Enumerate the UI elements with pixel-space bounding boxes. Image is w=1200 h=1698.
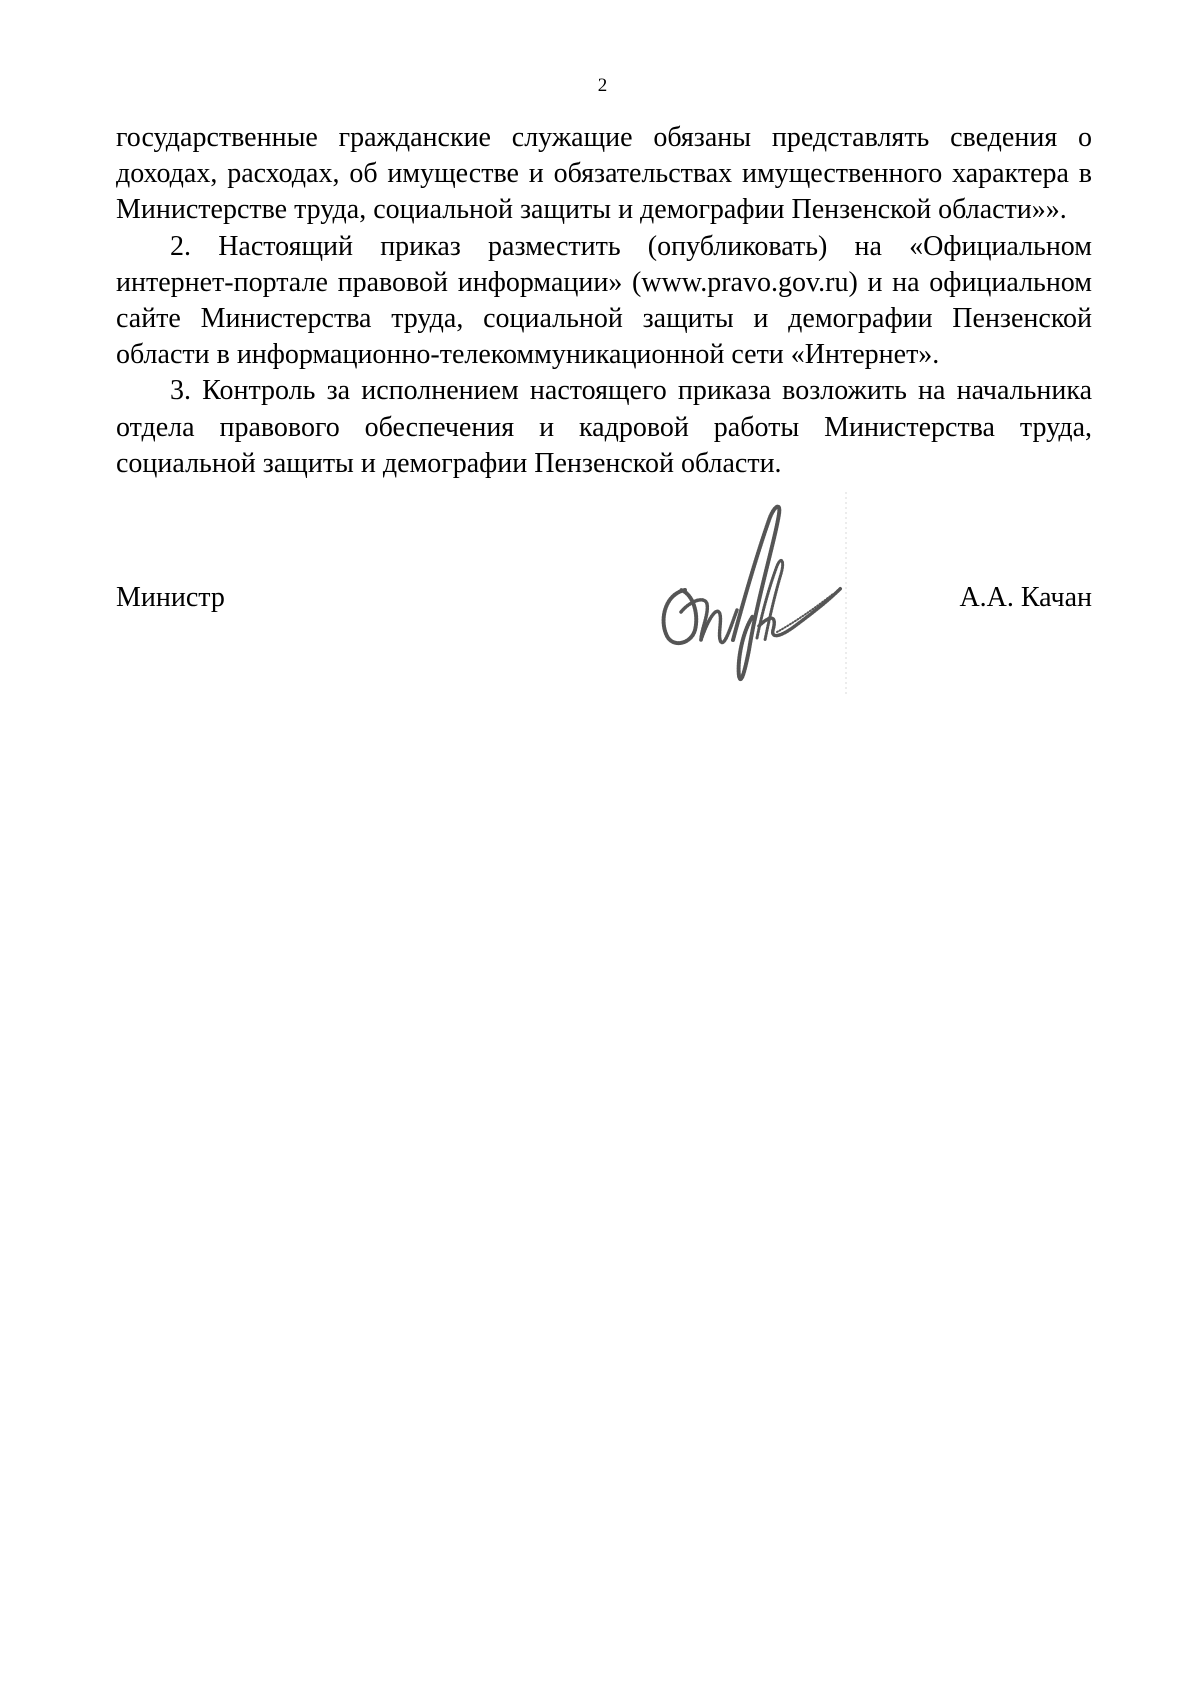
paragraph-item-3: 3. Контроль за исполнением настоящего приказа возложить на начальника отдела правового обеспечения и кадровой работы Министерства труда, социальной защиты и демографии Пензенской области. [116,375,1092,479]
signer-name: А.А. Качан [959,582,1092,613]
page-number: 2 [597,75,608,96]
signer-title: Министр [116,582,225,613]
paragraph-continuation: государственные гражданские служащие обязаны представлять сведения о доходах, расходах, об имуществе и обязательствах имущественного характера в Министерстве труда, социальной защиты и демографии Пензенской области»». [116,122,1092,226]
paragraph-item-2: 2. Настоящий приказ разместить (опубликовать) на «Официальном интернет-портале правовой информации» (www.pravo.gov.ru) и на официальном сайте Министерства труда, социальной защиты и демографии Пензенской области в информационно-телекоммуникационной сети «Интернет». [116,230,1092,371]
document-body [116,120,1092,482]
signature-block [116,580,1092,620]
handwritten-signature-icon [645,490,865,695]
